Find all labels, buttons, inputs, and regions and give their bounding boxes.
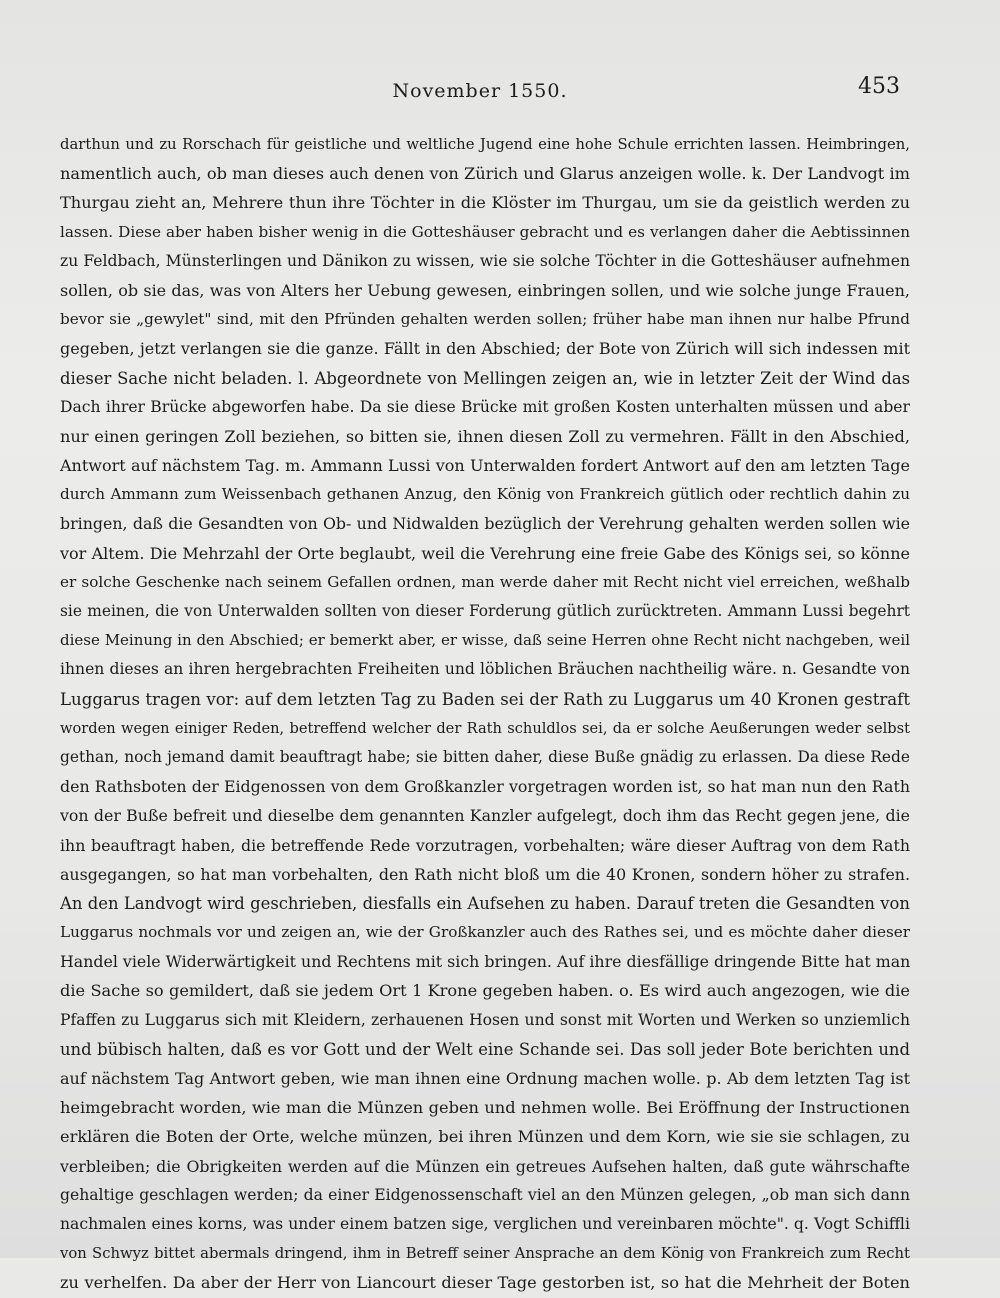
text-line: nur einen geringen Zoll beziehen, so bitten sie, ihnen diesen Zoll zu vermehren. Fällt in den Abschied, <box>60 426 910 446</box>
body-text <box>60 130 910 1298</box>
text-line: namentlich auch, ob man dieses auch denen von Zürich und Glarus anzeigen wolle. k. Der Landvogt im <box>60 164 910 184</box>
text-line: verbleiben; die Obrigkeiten werden auf die Münzen ein getreues Aufsehen halten, daß gute währschafte <box>60 1156 910 1176</box>
page-header <box>60 74 900 106</box>
text-line: diese Meinung in den Abschied; er bemerkt aber, er wisse, daß seine Herren ohne Recht nicht nachgeben, weil <box>60 631 910 650</box>
text-line: den Rathsboten der Eidgenossen von dem Großkanzler vorgetragen worden ist, so hat man nun den Rath <box>60 777 910 797</box>
text-line: Luggarus tragen vor: auf dem letzten Tag zu Baden sei der Rath zu Luggarus um 40 Kronen gestraft <box>60 689 910 709</box>
text-line: gehaltige geschlagen werden; da einer Eidgenossenschaft viel an den Münzen gelegen, „ob man sich dann <box>60 1185 910 1204</box>
text-line: ausgegangen, so hat man vorbehalten, den Rath nicht bloß um die 40 Kronen, sondern höher zu strafen. <box>60 864 910 884</box>
text-line: lassen. Diese aber haben bisher wenig in die Gotteshäuser gebracht und es verlangen daher die Aebtissinnen <box>60 222 910 241</box>
text-line: Antwort auf nächstem Tag. m. Ammann Lussi von Unterwalden fordert Antwort auf den am letzten Tage <box>60 456 910 476</box>
text-line: Thurgau zieht an, Mehrere thun ihre Töchter in die Klöster im Thurgau, um sie da geistlich werden zu <box>60 193 910 213</box>
text-line: bevor sie „gewylet" sind, mit den Pfründen gehalten werden sollen; früher habe man ihnen nur halbe Pfrund <box>60 310 910 329</box>
running-head: November 1550. <box>392 80 568 102</box>
text-line: An den Landvogt wird geschrieben, diesfalls ein Aufsehen zu haben. Darauf treten die Gesandten von <box>60 893 910 913</box>
text-line: auf nächstem Tag Antwort geben, wie man ihnen eine Ordnung machen wolle. p. Ab dem letzten Tag ist <box>60 1069 910 1088</box>
text-line: sollen, ob sie das, was von Alters her Uebung gewesen, einbringen sollen, und wie solche junge Frauen, <box>60 280 910 300</box>
text-line: durch Ammann zum Weissenbach gethanen Anzug, den König von Frankreich gütlich oder rechtlich dahin zu <box>60 485 910 504</box>
text-line: zu verhelfen. Da aber der Herr von Liancourt dieser Tage gestorben ist, so hat die Mehrheit der Boten <box>60 1273 910 1293</box>
text-line: vor Altem. Die Mehrzahl der Orte beglaubt, weil die Verehrung eine freie Gabe des Königs sei, so könne <box>60 543 910 563</box>
text-line: und bübisch halten, daß es vor Gott und der Welt eine Schande sei. Das soll jeder Bote berichten und <box>60 1039 910 1059</box>
text-line: gegeben, jetzt verlangen sie die ganze. Fällt in den Abschied; der Bote von Zürich will sich indessen mit <box>60 339 910 359</box>
text-line: darthun und zu Rorschach für geistliche und weltliche Jugend eine hohe Schule errichten lassen. Heimbringen, <box>60 136 910 153</box>
page-number: 453 <box>858 74 900 99</box>
text-line: erklären die Boten der Orte, welche münzen, bei ihren Münzen und dem Korn, wie sie sie schlagen, zu <box>60 1127 910 1147</box>
text-line: gethan, noch jemand damit beauftragt habe; sie bitten daher, diese Buße gnädig zu erlassen. Da diese Rede <box>60 747 910 766</box>
text-line: er solche Geschenke nach seinem Gefallen ordnen, man werde daher mit Recht nicht viel erreichen, weßhalb <box>60 572 910 591</box>
text-line: heimgebracht worden, wie man die Münzen geben und nehmen wolle. Bei Eröffnung der Instructionen <box>60 1098 910 1118</box>
text-line: ihnen dieses an ihren hergebrachten Freiheiten und löblichen Bräuchen nachtheilig wäre. n. Gesandte von <box>60 660 910 679</box>
text-line: Dach ihrer Brücke abgeworfen habe. Da sie diese Brücke mit großen Kosten unterhalten müssen und aber <box>60 397 910 416</box>
text-line: sie meinen, die von Unterwalden sollten von dieser Forderung gütlich zurücktreten. Ammann Lussi begehrt <box>60 602 910 620</box>
text-line: Pfaffen zu Luggarus sich mit Kleidern, zerhauenen Hosen und sonst mit Worten und Werken so unziemlich <box>60 1010 910 1029</box>
text-line: zu Feldbach, Münsterlingen und Dänikon zu wissen, wie sie solche Töchter in die Gotteshäuser aufnehmen <box>60 251 910 270</box>
text-line: worden wegen einiger Reden, betreffend welcher der Rath schuldlos sei, da er solche Aeußerungen weder selbst <box>60 719 910 737</box>
text-line: von Schwyz bittet abermals dringend, ihm in Betreff seiner Ansprache an dem König von Frankreich zum Recht <box>60 1245 910 1263</box>
text-line: von der Buße befreit und dieselbe dem genannten Kanzler aufgelegt, doch ihm das Recht gegen jene, die <box>60 806 910 826</box>
text-line: dieser Sache nicht beladen. l. Abgeordnete von Mellingen zeigen an, wie in letzter Zeit der Wind das <box>60 368 910 388</box>
text-line: nachmalen eines korns, was under einem batzen sige, verglichen und vereinbaren möchte". q. Vogt Schiffli <box>60 1214 910 1233</box>
text-line: ihn beauftragt haben, die betreffende Rede vorzutragen, vorbehalten; wäre dieser Auftrag von dem Rath <box>60 835 910 855</box>
text-line: Handel viele Widerwärtigkeit und Rechtens mit sich bringen. Auf ihre diesfällige dringende Bitte hat man <box>60 952 910 972</box>
text-line: die Sache so gemildert, daß sie jedem Ort 1 Krone gegeben haben. o. Es wird auch angezogen, wie die <box>60 981 910 1001</box>
text-line: bringen, daß die Gesandten von Ob- und Nidwalden bezüglich der Verehrung gehalten werden sollen wie <box>60 514 910 534</box>
text-line: Luggarus nochmals vor und zeigen an, wie der Großkanzler auch des Rathes sei, und es möchte daher dieser <box>60 923 910 942</box>
